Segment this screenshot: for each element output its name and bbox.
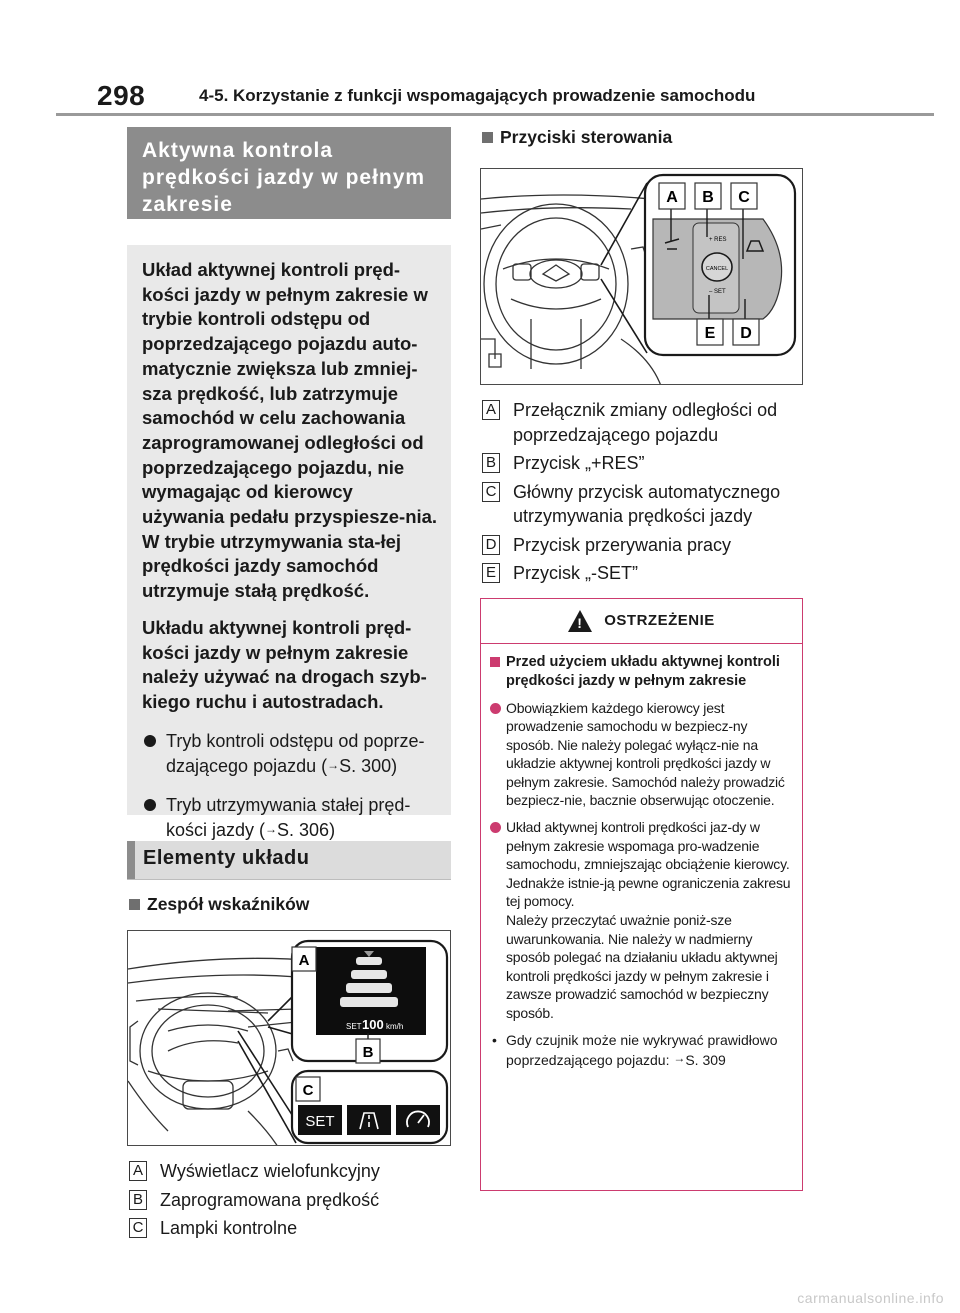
legend-letter: A	[482, 400, 500, 420]
speed-unit: km/h	[386, 1022, 404, 1031]
legend-text: Główny przycisk automatycznego utrzymywania prędkości jazdy	[513, 481, 781, 526]
instrument-cluster-figure	[127, 930, 451, 1146]
small-bullet-icon: •	[492, 1031, 497, 1048]
legend-item	[480, 451, 803, 476]
cluster-legend	[127, 1159, 451, 1241]
legend-item	[127, 1188, 451, 1213]
warning-triangle-icon	[568, 610, 592, 632]
callout-c: C	[302, 1082, 314, 1099]
warning-header	[481, 599, 802, 643]
warning-note-text: Gdy czujnik może nie wykrywać prawidłowo poprzedzającego pojazdu: →S. 309	[506, 1031, 778, 1069]
legend-text: Przełącznik zmiany odległości od poprzedzającego pojazdu	[513, 400, 778, 445]
set-indicator-lamp: SET	[305, 1113, 335, 1130]
bullet-text: Tryb kontroli odstępu od poprze-dzającego pojazdu (→S. 300)	[166, 730, 425, 777]
page-ref-link[interactable]: S. 300)	[339, 756, 398, 777]
legend-text: Wyświetlacz wielofunkcyjny	[160, 1161, 380, 1181]
warning-note	[490, 1031, 792, 1070]
cancel-label: CANCEL	[705, 266, 729, 272]
warning-subhead: Przed użyciem układu aktywnej kontroli prędkości jazdy w pełnym zakresie	[490, 653, 792, 691]
bullet-dot-icon	[144, 735, 156, 747]
warning-title: OSTRZEŻENIE	[604, 612, 715, 629]
legend-item	[127, 1216, 451, 1241]
callout-b: B	[702, 189, 714, 206]
legend-letter: B	[482, 453, 500, 473]
warning-item: Układ aktywnej kontroli prędkości jaz-dy w pełnym zakresie wspomaga pro-wadzenie samochodu, zmniejszając obciążenie kierowcy. Jednakże istnie-ją pewne ograniczenia zakresu tej pomocy. Należy przeczytać uważnie poniż-sze uwarunkowania. Nie należy w nadmierny sposób polegać na działaniu układu aktywnej kontroli prędkości jazdy w pełnym zakresie i zawsze prowadzić samochód w bezpieczny sposób.	[490, 818, 792, 1023]
warning-box	[480, 598, 803, 1191]
subhead-instrument-cluster: Zespół wskaźników	[127, 894, 451, 915]
header-rule	[56, 113, 934, 116]
watermark: carmanualsonline.info	[797, 1290, 944, 1306]
page-header	[0, 0, 960, 118]
square-bullet-icon	[482, 132, 493, 143]
callout-a: A	[666, 189, 678, 206]
page-ref-link[interactable]: S. 309	[685, 1052, 726, 1069]
legend-letter: E	[482, 563, 500, 583]
callout-b: B	[362, 1044, 374, 1061]
instrument-cluster-illustration	[128, 931, 451, 1146]
arrow-right-icon: →	[327, 758, 340, 773]
intro-paragraph: Układ aktywnej kontroli pręd-kości jazdy w pełnym zakresie w trybie kontroli odstępu od poprzedzającego pojazdu auto-matycznie zwiększa lub zmniej-sza prędkość, lub zatrzymuje samochód w celu zachowania zaprogramowanej odległości od poprzedzającego pojazdu, nie wymagając od kierowcy używania pedału przyspiesze-nia. W trybie utrzymywania sta-łej prędkości jazdy samochód utrzymuje stałą prędkość.	[142, 259, 438, 602]
buttons-legend	[480, 398, 803, 586]
legend-text: Lampki kontrolne	[160, 1218, 298, 1238]
callout-a: A	[298, 952, 310, 969]
bullet-text: Tryb utrzymywania stałej pręd-kości jazdy (→S. 306)	[166, 794, 411, 841]
legend-letter: A	[129, 1161, 147, 1181]
subhead-control-buttons: Przyciski sterowania	[480, 127, 803, 148]
warning-body	[481, 644, 802, 1070]
right-column	[480, 127, 803, 1191]
legend-letter: D	[482, 535, 500, 555]
res-label: + RES	[709, 237, 727, 243]
legend-text: Przycisk „-SET”	[513, 563, 638, 583]
page-ref-link[interactable]: S. 306)	[277, 820, 336, 841]
legend-item	[480, 398, 803, 447]
callout-e: E	[704, 325, 716, 342]
running-head: 4-5. Korzystanie z funkcji wspomagających prowadzenie samochodu	[199, 86, 756, 105]
legend-item	[480, 533, 803, 558]
legend-item	[480, 480, 803, 529]
intro-box	[127, 245, 451, 841]
speed-value: 100	[362, 1017, 384, 1032]
legend-letter: C	[482, 482, 500, 502]
legend-letter: B	[129, 1190, 147, 1210]
set-label: SET	[346, 1022, 362, 1031]
left-column	[127, 127, 451, 1245]
set-label: – SET	[709, 289, 726, 295]
callout-c: C	[738, 189, 750, 206]
arrow-right-icon: →	[673, 1051, 686, 1066]
callout-d: D	[740, 325, 752, 342]
steering-buttons-figure	[480, 168, 803, 385]
page-number: 298	[97, 80, 146, 111]
legend-text: Przycisk przerywania pracy	[513, 534, 732, 555]
legend-text: Zaprogramowana prędkość	[160, 1189, 380, 1210]
arrow-right-icon: →	[265, 822, 278, 837]
bullet-dot-icon	[144, 799, 156, 811]
square-bullet-icon	[490, 657, 500, 667]
bullet-dot-icon	[490, 822, 501, 833]
square-bullet-icon	[129, 899, 140, 910]
section-rule	[127, 879, 451, 880]
legend-text: Przycisk „+RES”	[513, 453, 645, 473]
legend-item	[127, 1159, 451, 1184]
steering-wheel-illustration	[481, 169, 803, 385]
warning-item: Obowiązkiem każdego kierowcy jest prowadzenie samochodu w bezpiecz-ny sposób. Nie należy polegać wyłącz-nie na układzie aktywnej kontroli prędkości jazdy w pełnym zakresie. Samochód należy prowadzić bezpiecz-nie, bacznie obserwując otoczenie.	[490, 699, 792, 811]
bullet-item	[142, 793, 438, 843]
legend-item	[480, 561, 803, 586]
section-title: Elementy układu	[127, 841, 451, 879]
intro-paragraph: Układu aktywnej kontroli pręd-kości jazdy w pełnym zakresie należy używać na drogach szyb-kiego ruchu i autostradach.	[142, 616, 427, 712]
bullet-dot-icon	[490, 703, 501, 714]
chapter-title: Aktywna kontrola prędkości jazdy w pełnym zakresie	[127, 127, 451, 219]
bullet-item	[142, 729, 438, 779]
legend-letter: C	[129, 1218, 147, 1238]
